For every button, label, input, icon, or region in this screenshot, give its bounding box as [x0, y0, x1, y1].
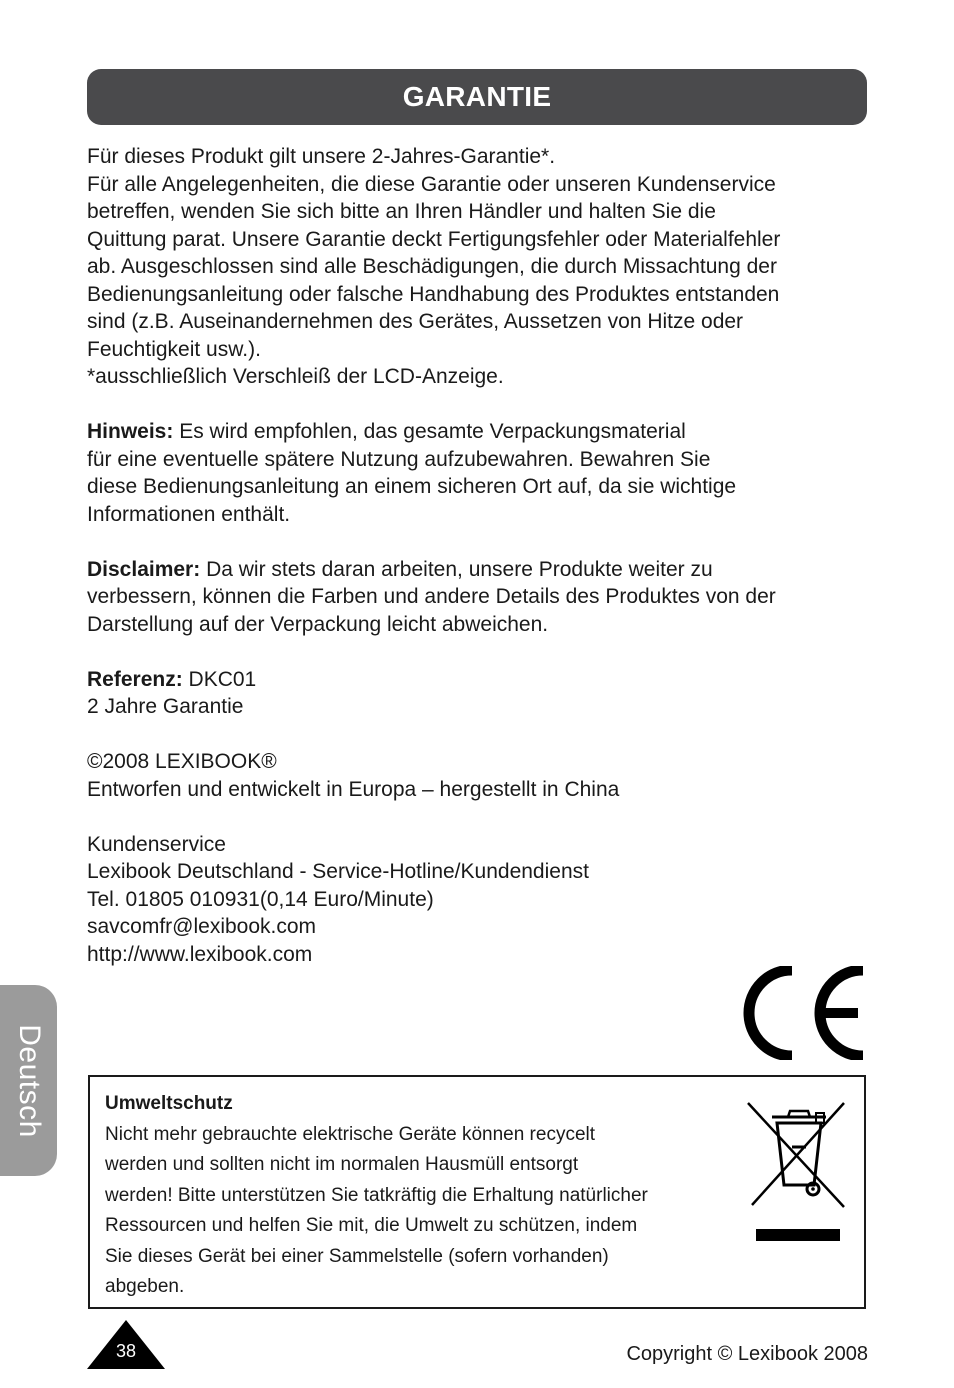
service-email: savcomfr@lexibook.com: [87, 915, 317, 938]
spacer: [87, 391, 857, 419]
hinweis-line: diese Bedienungsanleitung an einem sicheren Ort auf, da sie wichtige: [87, 475, 737, 498]
language-side-tab: [0, 985, 57, 1176]
environment-line: abgeben.: [105, 1276, 185, 1297]
referenz-label: Referenz:: [87, 667, 183, 691]
warranty-line: betreffen, wenden Sie sich bitte an Ihren Händler und halten Sie die: [87, 200, 716, 223]
warranty-line: Quittung parat. Unsere Garantie deckt Fertigungsfehler oder Materialfehler: [87, 227, 781, 251]
warranty-line: Feuchtigkeit usw.).: [87, 337, 261, 361]
company-origin: Entworfen und entwickelt in Europa – hergestellt in China: [87, 777, 620, 801]
service-phone: Tel. 01805 010931(0,14 Euro/Minute): [87, 887, 434, 911]
environment-box: [88, 1075, 866, 1309]
environment-text: [105, 1089, 725, 1303]
disclaimer-label: Disclaimer:: [87, 557, 201, 581]
warranty-section: [87, 143, 857, 391]
warranty-line: sind (z.B. Auseinandernehmen des Gerätes, Aussetzen von Hitze oder: [87, 310, 744, 333]
environment-line: werden! Bitte unterstützen Sie tatkräftig die Erhaltung natürlicher: [105, 1184, 648, 1206]
environment-line: Ressourcen und helfen Sie mit, die Umwelt zu schützen, indem: [105, 1215, 638, 1236]
crossed-out-wheelie-bin-icon: [744, 1089, 854, 1241]
service-name: Lexibook Deutschland - Service-Hotline/Kundendienst: [87, 860, 589, 883]
hinweis-line: für eine eventuelle spätere Nutzung aufzubewahren. Bewahren Sie: [87, 447, 711, 471]
referenz-line: [87, 666, 857, 694]
environment-line: werden und sollten nicht im normalen Hausmüll entsorgt: [105, 1154, 579, 1175]
disclaimer-line: Darstellung auf der Verpackung leicht abweichen.: [87, 612, 549, 636]
hinweis-label: Hinweis:: [87, 420, 174, 443]
referenz-value: DKC01: [182, 667, 257, 691]
service-section: [87, 831, 857, 969]
environment-line: Sie dieses Gerät bei einer Sammelstelle (sofern vorhanden): [105, 1245, 609, 1267]
spacer: [87, 638, 857, 666]
body-content: [87, 143, 857, 968]
hinweis-text: Es wird empfohlen, das gesamte Verpackungsmaterial: [173, 420, 686, 443]
warranty-line: Für alle Angelegenheiten, die diese Garantie oder unseren Kundenservice: [87, 172, 776, 196]
hinweis-first-line: [87, 418, 857, 446]
footer-copyright: Copyright © Lexibook 2008: [626, 1343, 868, 1365]
language-label: Deutsch: [12, 1023, 46, 1138]
warranty-line: Bedienungsanleitung oder falsche Handhabung des Produktes entstanden: [87, 282, 780, 306]
disclaimer-text: Da wir stets daran arbeiten, unsere Produkte weiter zu: [200, 557, 713, 581]
warranty-line: Für dieses Produkt gilt unsere 2-Jahres-Garantie*.: [87, 145, 556, 168]
service-title: Kundenservice: [87, 832, 226, 856]
disclaimer-first-line: [87, 556, 857, 584]
disclaimer-section: [87, 556, 857, 639]
referenz-section: [87, 666, 857, 721]
hinweis-section: [87, 418, 857, 528]
spacer: [87, 528, 857, 556]
environment-line: Nicht mehr gebrauchte elektrische Geräte können recycelt: [105, 1123, 596, 1145]
company-section: [87, 748, 857, 803]
referenz-warranty: 2 Jahre Garantie: [87, 695, 244, 718]
disclaimer-line: verbessern, können die Farben und andere Details des Produktes von der: [87, 585, 776, 608]
spacer: [87, 721, 857, 749]
page-title: GARANTIE: [402, 81, 552, 112]
page-number: 38: [115, 1341, 137, 1361]
environment-title: Umweltschutz: [105, 1093, 233, 1114]
warranty-line: *ausschließlich Verschleiß der LCD-Anzeige.: [87, 365, 504, 388]
ce-mark-icon: [740, 966, 870, 1060]
company-copyright: ©2008 LEXIBOOK®: [87, 750, 277, 773]
warranty-line: ab. Ausgeschlossen sind alle Beschädigungen, die durch Missachtung der: [87, 255, 777, 278]
page-header: [87, 69, 867, 125]
hinweis-line: Informationen enthält.: [87, 502, 291, 526]
service-website: http://www.lexibook.com: [87, 942, 313, 966]
spacer: [87, 803, 857, 831]
